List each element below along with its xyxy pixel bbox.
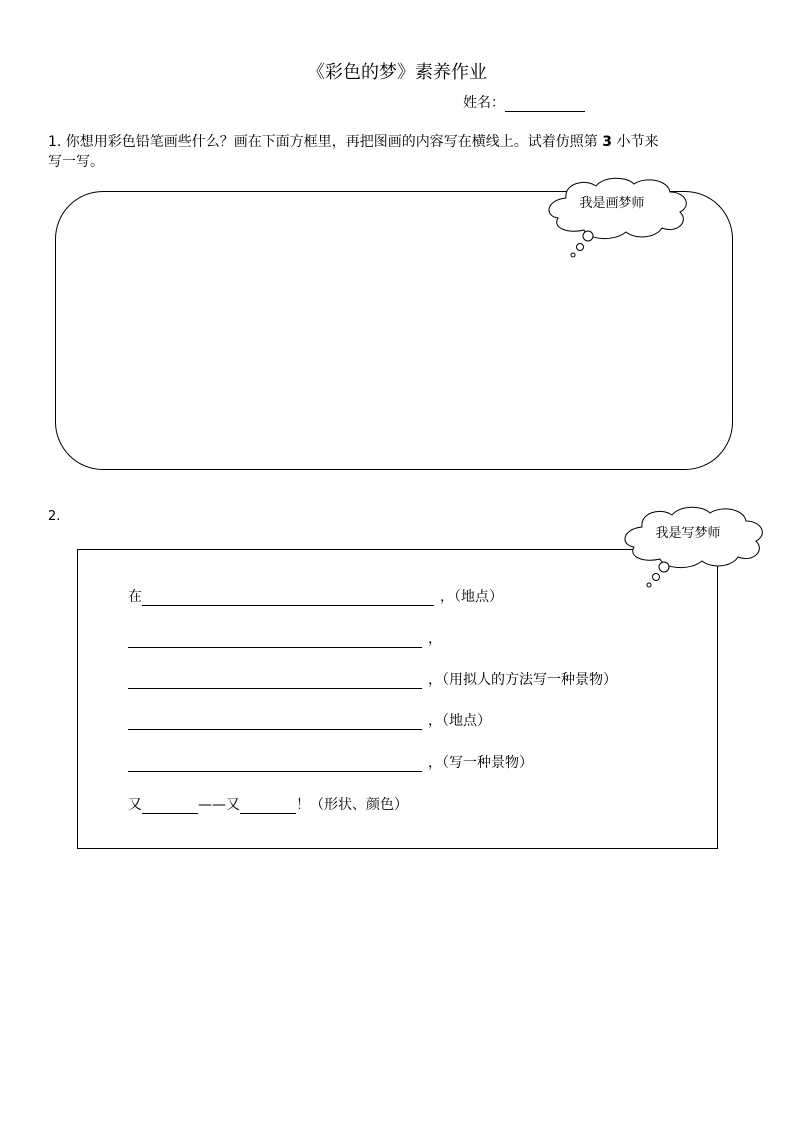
line-prefix: 在 (128, 589, 142, 605)
name-field (463, 92, 585, 112)
writing-line-4 (128, 710, 491, 730)
answer-blank[interactable] (128, 672, 422, 689)
answer-blank[interactable] (128, 631, 422, 648)
writing-line-1 (128, 586, 503, 606)
line-hint: ，（地点） (428, 713, 491, 729)
cloud1-label: 我是画梦师 (579, 196, 645, 211)
question1-line1-end: 小节来 (616, 134, 659, 150)
answer-blank[interactable] (142, 589, 434, 606)
thought-cloud-icon (544, 176, 692, 260)
writing-line-5 (128, 752, 533, 772)
answer-blank[interactable] (142, 797, 198, 814)
line-part: 又 (128, 797, 142, 813)
line-hint: ，（地点） (440, 589, 503, 605)
line-hint: ！（形状、颜色） (296, 797, 408, 813)
name-blank[interactable] (505, 97, 585, 112)
answer-blank[interactable] (128, 755, 422, 772)
name-label: 姓名： (463, 95, 505, 111)
cloud2-label: 我是写梦师 (655, 526, 721, 541)
thought-cloud-icon (620, 505, 768, 589)
question1-line2: 写一写。 (48, 154, 104, 170)
answer-blank[interactable] (240, 797, 296, 814)
writing-line-6 (128, 794, 408, 814)
line-part: ——又 (198, 797, 240, 813)
line-hint: ， (428, 631, 442, 647)
question1-number: 3 (602, 134, 613, 150)
question2-number: 2. (48, 509, 61, 524)
line-hint: ，（写一种景物） (428, 755, 533, 771)
writing-line-2 (128, 628, 442, 648)
writing-line-3 (128, 669, 617, 689)
line-hint: ，（用拟人的方法写一种景物） (428, 672, 617, 688)
answer-blank[interactable] (128, 713, 422, 730)
page-title: 《彩色的梦》素养作业 (307, 62, 487, 83)
question1-line1: 1. 你想用彩色铅笔画些什么？画在下面方框里，再把图画的内容写在横线上。试着仿照第 (48, 134, 598, 150)
question1-text (48, 132, 758, 172)
